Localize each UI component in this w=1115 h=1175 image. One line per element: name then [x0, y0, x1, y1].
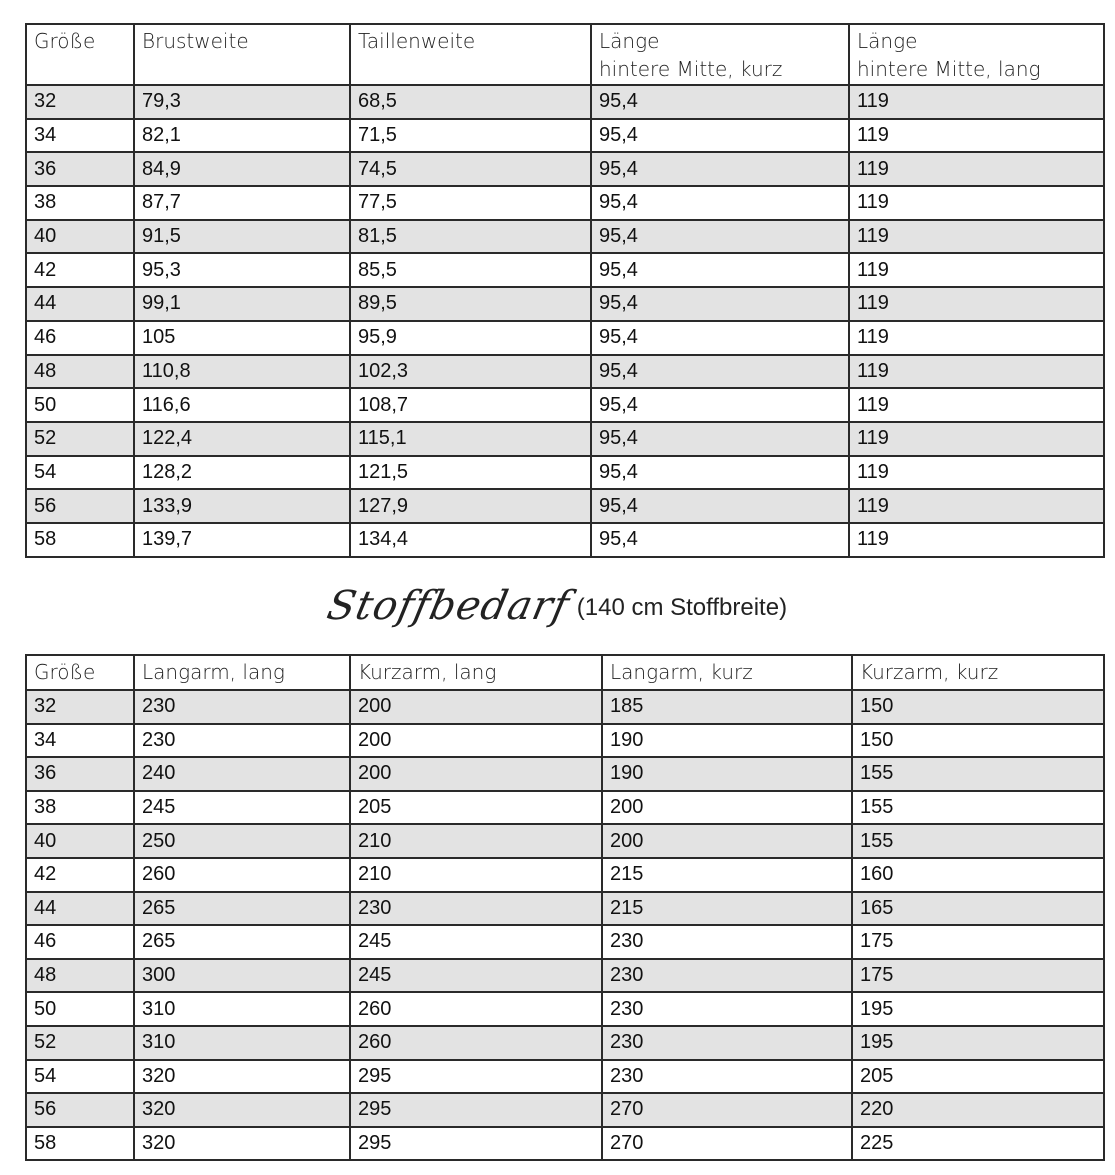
fabric-header-text: Kurzarm, lang [358, 660, 497, 684]
measurement-header-cell [26, 24, 134, 85]
fabric-cell: 230 [134, 690, 350, 724]
fabric-cell: 34 [26, 724, 134, 758]
measurement-table [25, 23, 1105, 558]
measurement-header-text: Länge [857, 29, 918, 53]
measurement-cell: 95,9 [350, 321, 591, 355]
measurement-cell: 116,6 [134, 388, 350, 422]
fabric-header-text: Langarm, kurz [610, 660, 753, 684]
measurement-cell: 95,4 [591, 220, 849, 254]
fabric-cell: 260 [134, 858, 350, 892]
measurement-header-cell [350, 24, 591, 85]
measurement-cell: 119 [849, 489, 1104, 523]
measurement-cell: 95,4 [591, 186, 849, 220]
fabric-cell: 54 [26, 1060, 134, 1094]
fabric-row [26, 757, 1104, 791]
measurement-cell: 128,2 [134, 456, 350, 490]
measurement-cell: 95,4 [591, 523, 849, 557]
fabric-row [26, 824, 1104, 858]
fabric-cell: 36 [26, 757, 134, 791]
measurement-cell: 82,1 [134, 119, 350, 153]
measurement-row [26, 489, 1104, 523]
fabric-cell: 32 [26, 690, 134, 724]
fabric-cell: 200 [602, 791, 852, 825]
measurement-row [26, 119, 1104, 153]
fabric-cell: 155 [852, 824, 1104, 858]
fabric-cell: 230 [602, 1026, 852, 1060]
fabric-cell: 190 [602, 724, 852, 758]
fabric-cell: 295 [350, 1093, 602, 1127]
fabric-cell: 320 [134, 1093, 350, 1127]
fabric-header-cell [134, 655, 350, 690]
fabric-header-text: Langarm, lang [142, 660, 285, 684]
fabric-cell: 245 [350, 959, 602, 993]
measurement-cell: 95,4 [591, 422, 849, 456]
fabric-cell: 230 [134, 724, 350, 758]
measurement-row [26, 422, 1104, 456]
measurement-cell: 95,4 [591, 388, 849, 422]
fabric-cell: 56 [26, 1093, 134, 1127]
measurement-cell: 119 [849, 186, 1104, 220]
measurement-header-cell [134, 24, 350, 85]
measurement-cell: 89,5 [350, 287, 591, 321]
fabric-heading-title: Stoffbedarf [323, 583, 574, 629]
measurement-row [26, 253, 1104, 287]
fabric-row [26, 992, 1104, 1026]
fabric-cell: 48 [26, 959, 134, 993]
fabric-cell: 230 [350, 892, 602, 926]
fabric-cell: 230 [602, 925, 852, 959]
fabric-cell: 245 [134, 791, 350, 825]
fabric-cell: 260 [350, 992, 602, 1026]
fabric-cell: 250 [134, 824, 350, 858]
measurement-cell: 119 [849, 355, 1104, 389]
fabric-cell: 260 [350, 1026, 602, 1060]
fabric-cell: 150 [852, 724, 1104, 758]
measurement-header-text: hintere Mitte, kurz [599, 57, 783, 81]
measurement-cell: 95,4 [591, 85, 849, 119]
measurement-cell: 84,9 [134, 152, 350, 186]
measurement-row [26, 152, 1104, 186]
fabric-cell: 265 [134, 892, 350, 926]
fabric-cell: 200 [350, 724, 602, 758]
measurement-header-text: Brustweite [142, 29, 249, 53]
fabric-header-text: Kurzarm, kurz [860, 660, 999, 684]
fabric-cell: 210 [350, 858, 602, 892]
fabric-cell: 44 [26, 892, 134, 926]
fabric-header-row [26, 655, 1104, 690]
fabric-requirement-heading [0, 578, 1115, 634]
measurement-cell: 122,4 [134, 422, 350, 456]
fabric-cell: 265 [134, 925, 350, 959]
measurement-cell: 95,4 [591, 287, 849, 321]
measurement-cell: 50 [26, 388, 134, 422]
fabric-row [26, 690, 1104, 724]
measurement-header-text: Taillenweite [358, 29, 476, 53]
measurement-cell: 36 [26, 152, 134, 186]
fabric-header-cell [26, 655, 134, 690]
measurement-row [26, 186, 1104, 220]
measurement-cell: 38 [26, 186, 134, 220]
fabric-cell: 185 [602, 690, 852, 724]
measurement-row [26, 287, 1104, 321]
measurement-cell: 119 [849, 388, 1104, 422]
measurement-cell: 108,7 [350, 388, 591, 422]
measurement-cell: 133,9 [134, 489, 350, 523]
measurement-cell: 58 [26, 523, 134, 557]
fabric-cell: 52 [26, 1026, 134, 1060]
fabric-cell: 310 [134, 1026, 350, 1060]
measurement-cell: 95,4 [591, 456, 849, 490]
fabric-cell: 245 [350, 925, 602, 959]
fabric-header-text: Größe [34, 660, 96, 684]
fabric-heading-subtitle: (140 cm Stoffbreite) [576, 594, 788, 621]
measurement-cell: 44 [26, 287, 134, 321]
measurement-cell: 95,4 [591, 355, 849, 389]
measurement-cell: 46 [26, 321, 134, 355]
measurement-cell: 87,7 [134, 186, 350, 220]
measurement-cell: 85,5 [350, 253, 591, 287]
measurement-cell: 95,4 [591, 253, 849, 287]
measurement-cell: 119 [849, 253, 1104, 287]
fabric-header-cell [350, 655, 602, 690]
measurement-cell: 95,3 [134, 253, 350, 287]
measurement-row [26, 523, 1104, 557]
fabric-row [26, 1026, 1104, 1060]
fabric-cell: 230 [602, 992, 852, 1026]
fabric-cell: 320 [134, 1127, 350, 1161]
fabric-cell: 220 [852, 1093, 1104, 1127]
fabric-cell: 300 [134, 959, 350, 993]
measurement-header-row [26, 24, 1104, 85]
fabric-cell: 295 [350, 1127, 602, 1161]
measurement-header-text: Länge [599, 29, 660, 53]
fabric-header-cell [602, 655, 852, 690]
measurement-cell: 119 [849, 152, 1104, 186]
fabric-cell: 190 [602, 757, 852, 791]
fabric-cell: 195 [852, 1026, 1104, 1060]
fabric-header-cell [852, 655, 1104, 690]
measurement-cell: 68,5 [350, 85, 591, 119]
fabric-cell: 200 [350, 690, 602, 724]
measurement-cell: 34 [26, 119, 134, 153]
measurement-cell: 32 [26, 85, 134, 119]
fabric-cell: 310 [134, 992, 350, 1026]
fabric-body [26, 690, 1104, 1160]
measurement-row [26, 220, 1104, 254]
measurement-cell: 119 [849, 523, 1104, 557]
fabric-row [26, 858, 1104, 892]
fabric-cell: 215 [602, 892, 852, 926]
fabric-cell: 46 [26, 925, 134, 959]
measurement-row [26, 321, 1104, 355]
measurement-cell: 105 [134, 321, 350, 355]
fabric-row [26, 959, 1104, 993]
fabric-row [26, 1060, 1104, 1094]
fabric-cell: 230 [602, 1060, 852, 1094]
fabric-cell: 50 [26, 992, 134, 1026]
measurement-cell: 110,8 [134, 355, 350, 389]
fabric-cell: 200 [350, 757, 602, 791]
fabric-cell: 160 [852, 858, 1104, 892]
fabric-cell: 150 [852, 690, 1104, 724]
measurement-header-cell [849, 24, 1104, 85]
measurement-header-cell [591, 24, 849, 85]
measurement-cell: 40 [26, 220, 134, 254]
measurement-cell: 115,1 [350, 422, 591, 456]
measurement-header-text: Größe [34, 29, 96, 53]
fabric-cell: 42 [26, 858, 134, 892]
measurement-cell: 42 [26, 253, 134, 287]
fabric-row [26, 925, 1104, 959]
measurement-cell: 119 [849, 422, 1104, 456]
fabric-row [26, 791, 1104, 825]
measurement-cell: 119 [849, 85, 1104, 119]
measurement-cell: 77,5 [350, 186, 591, 220]
measurement-cell: 127,9 [350, 489, 591, 523]
fabric-cell: 38 [26, 791, 134, 825]
fabric-cell: 40 [26, 824, 134, 858]
fabric-row [26, 1093, 1104, 1127]
measurement-cell: 134,4 [350, 523, 591, 557]
measurement-row [26, 388, 1104, 422]
fabric-cell: 320 [134, 1060, 350, 1094]
measurement-cell: 119 [849, 287, 1104, 321]
measurement-cell: 95,4 [591, 321, 849, 355]
measurement-row [26, 456, 1104, 490]
measurement-cell: 74,5 [350, 152, 591, 186]
measurement-cell: 119 [849, 119, 1104, 153]
measurement-cell: 52 [26, 422, 134, 456]
measurement-cell: 54 [26, 456, 134, 490]
fabric-row [26, 892, 1104, 926]
fabric-cell: 175 [852, 925, 1104, 959]
measurement-cell: 102,3 [350, 355, 591, 389]
fabric-cell: 215 [602, 858, 852, 892]
measurement-header-text: hintere Mitte, lang [857, 57, 1041, 81]
measurement-cell: 95,4 [591, 152, 849, 186]
fabric-row [26, 724, 1104, 758]
measurement-cell: 95,4 [591, 489, 849, 523]
fabric-cell: 200 [602, 824, 852, 858]
measurement-cell: 56 [26, 489, 134, 523]
fabric-cell: 270 [602, 1127, 852, 1161]
fabric-cell: 155 [852, 791, 1104, 825]
measurement-cell: 121,5 [350, 456, 591, 490]
fabric-cell: 230 [602, 959, 852, 993]
fabric-row [26, 1127, 1104, 1161]
fabric-cell: 155 [852, 757, 1104, 791]
measurement-cell: 91,5 [134, 220, 350, 254]
fabric-cell: 295 [350, 1060, 602, 1094]
measurement-row [26, 85, 1104, 119]
measurement-cell: 139,7 [134, 523, 350, 557]
fabric-cell: 225 [852, 1127, 1104, 1161]
fabric-cell: 205 [852, 1060, 1104, 1094]
fabric-cell: 270 [602, 1093, 852, 1127]
fabric-cell: 210 [350, 824, 602, 858]
fabric-cell: 240 [134, 757, 350, 791]
measurement-row [26, 355, 1104, 389]
measurement-cell: 119 [849, 321, 1104, 355]
fabric-cell: 175 [852, 959, 1104, 993]
measurement-cell: 48 [26, 355, 134, 389]
measurement-cell: 99,1 [134, 287, 350, 321]
fabric-cell: 195 [852, 992, 1104, 1026]
measurement-body [26, 85, 1104, 557]
fabric-cell: 205 [350, 791, 602, 825]
fabric-table [25, 654, 1105, 1161]
measurement-cell: 81,5 [350, 220, 591, 254]
measurement-cell: 79,3 [134, 85, 350, 119]
fabric-cell: 58 [26, 1127, 134, 1161]
fabric-cell: 165 [852, 892, 1104, 926]
measurement-cell: 119 [849, 220, 1104, 254]
measurement-cell: 95,4 [591, 119, 849, 153]
measurement-cell: 119 [849, 456, 1104, 490]
measurement-cell: 71,5 [350, 119, 591, 153]
